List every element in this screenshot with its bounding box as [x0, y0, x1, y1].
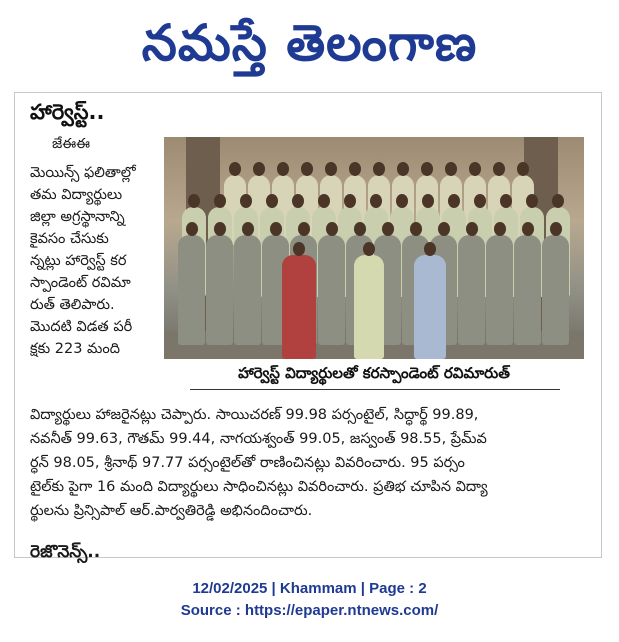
photo-person-head: [396, 194, 408, 208]
photo-person-head: [526, 194, 538, 208]
column-line: రుత్‌ తెలిపారు.: [30, 297, 115, 313]
photo-person-head: [466, 222, 478, 236]
photo-person-head: [229, 162, 241, 176]
page-footer: [0, 578, 619, 622]
photo-person: [178, 235, 205, 345]
next-article-subhead: రెజొనెన్స్‌..: [30, 542, 101, 562]
photo-person-head: [292, 194, 304, 208]
photo-person-head: [370, 194, 382, 208]
photo-person-head: [325, 162, 337, 176]
photo-person-head: [326, 222, 338, 236]
column-line: జిల్లా అగ్రస్థానాన్ని: [30, 209, 125, 225]
column-line: మొదటి విడత పరీ: [30, 319, 133, 335]
article-body-text: [30, 403, 586, 523]
photo-person-head: [552, 194, 564, 208]
article-dateline: జేఈఈ: [52, 136, 91, 152]
photo-person-head: [214, 222, 226, 236]
photo-person-head: [354, 222, 366, 236]
photo-person-head: [410, 222, 422, 236]
body-line: నవనీత్‌ 99.63, గౌతమ్‌ 99.44, నాగయశ్వంత్‌ 99.05, జస్వంత్‌ 98.55, ప్రేమ్‌వ: [30, 431, 487, 447]
column-line: స్పాండెంట్‌ రవిమా: [30, 275, 131, 291]
photo-person: [486, 235, 513, 345]
photo-person-head: [382, 222, 394, 236]
photo-person: [458, 235, 485, 345]
photo-person-head: [474, 194, 486, 208]
photo-person: [414, 255, 446, 359]
masthead-title: నమస్తే తెలంగాణ: [141, 14, 478, 72]
photo-person-head: [186, 222, 198, 236]
footer-date-location: 12/02/2025 | Khammam | Page : 2: [192, 580, 427, 597]
body-line: విద్యార్థులు హాజరైనట్లు చెప్పారు. సాయిచరణ్‌ 99.98 పర్సంటైల్‌, సిద్ధార్థ్‌ 99.89,: [30, 407, 479, 423]
photo-person-head: [397, 162, 409, 176]
photo-person-head: [270, 222, 282, 236]
body-line: ర్ధన్‌ 98.05, శ్రీనాథ్‌ 97.77 పర్సంటైల్‌తో రాణించినట్లు వివరించారు. 95 పర్సం: [30, 455, 465, 471]
photo-person-head: [363, 242, 375, 256]
column-line: న్నట్లు హార్వెస్ట్‌ కర: [30, 253, 127, 269]
photo-person-head: [277, 162, 289, 176]
column-line: మెయిన్స్‌ ఫలితాల్లో: [30, 165, 136, 181]
photo-person-head: [422, 194, 434, 208]
photo-person: [234, 235, 261, 345]
photo-person-head: [253, 162, 265, 176]
photo-person-head: [240, 194, 252, 208]
body-line: ర్థులను ప్రిన్సిపాల్‌ ఆర్‌.పార్వతిరెడ్డి అభినందించారు.: [30, 503, 313, 519]
photo-person-head: [242, 222, 254, 236]
photo-person-head: [421, 162, 433, 176]
photo-person-head: [500, 194, 512, 208]
photo-person-head: [445, 162, 457, 176]
column-line: క్షకు 223 మంది: [30, 341, 120, 357]
photo-person-head: [373, 162, 385, 176]
photo-person-head: [301, 162, 313, 176]
photo-person: [354, 255, 384, 359]
photo-person-head: [517, 162, 529, 176]
photo-person: [542, 235, 569, 345]
photo-person-head: [424, 242, 436, 256]
photo-person: [514, 235, 541, 345]
footer-source: Source : https://epaper.ntnews.com/: [180, 602, 439, 619]
photo-person-head: [550, 222, 562, 236]
photo-person-head: [349, 162, 361, 176]
article-column-text: [30, 162, 162, 360]
photo-person-head: [494, 222, 506, 236]
photo-person: [282, 255, 316, 359]
photo-person-head: [188, 194, 200, 208]
photo-person-head: [448, 194, 460, 208]
photo-person-head: [493, 162, 505, 176]
newspaper-masthead: [0, 0, 619, 86]
photo-person: [206, 235, 233, 345]
photo-caption: హార్వెస్ట్‌ విద్యార్థులతో కరస్పాండెంట్‌ రవిమారుత్‌: [238, 364, 510, 382]
photo-person-head: [266, 194, 278, 208]
group-photo: [164, 137, 584, 359]
photo-person-head: [318, 194, 330, 208]
photo-person-head: [438, 222, 450, 236]
photo-person: [318, 235, 345, 345]
article-headline: హార్వెస్ట్‌..: [30, 100, 105, 124]
photo-person-head: [344, 194, 356, 208]
photo-person-head: [214, 194, 226, 208]
column-line: కైవసం చేసుకు: [30, 231, 109, 247]
photo-person-head: [298, 222, 310, 236]
body-line: టైల్‌కు పైగా 16 మంది విద్యార్థులు సాధించినట్లు వివరించారు. ప్రతిభ చూపిన విద్యా: [30, 479, 488, 495]
caption-underline: [190, 389, 560, 390]
column-line: తమ విద్యార్థులు: [30, 187, 123, 203]
photo-person-head: [469, 162, 481, 176]
photo-person-head: [293, 242, 305, 256]
photo-person-head: [522, 222, 534, 236]
